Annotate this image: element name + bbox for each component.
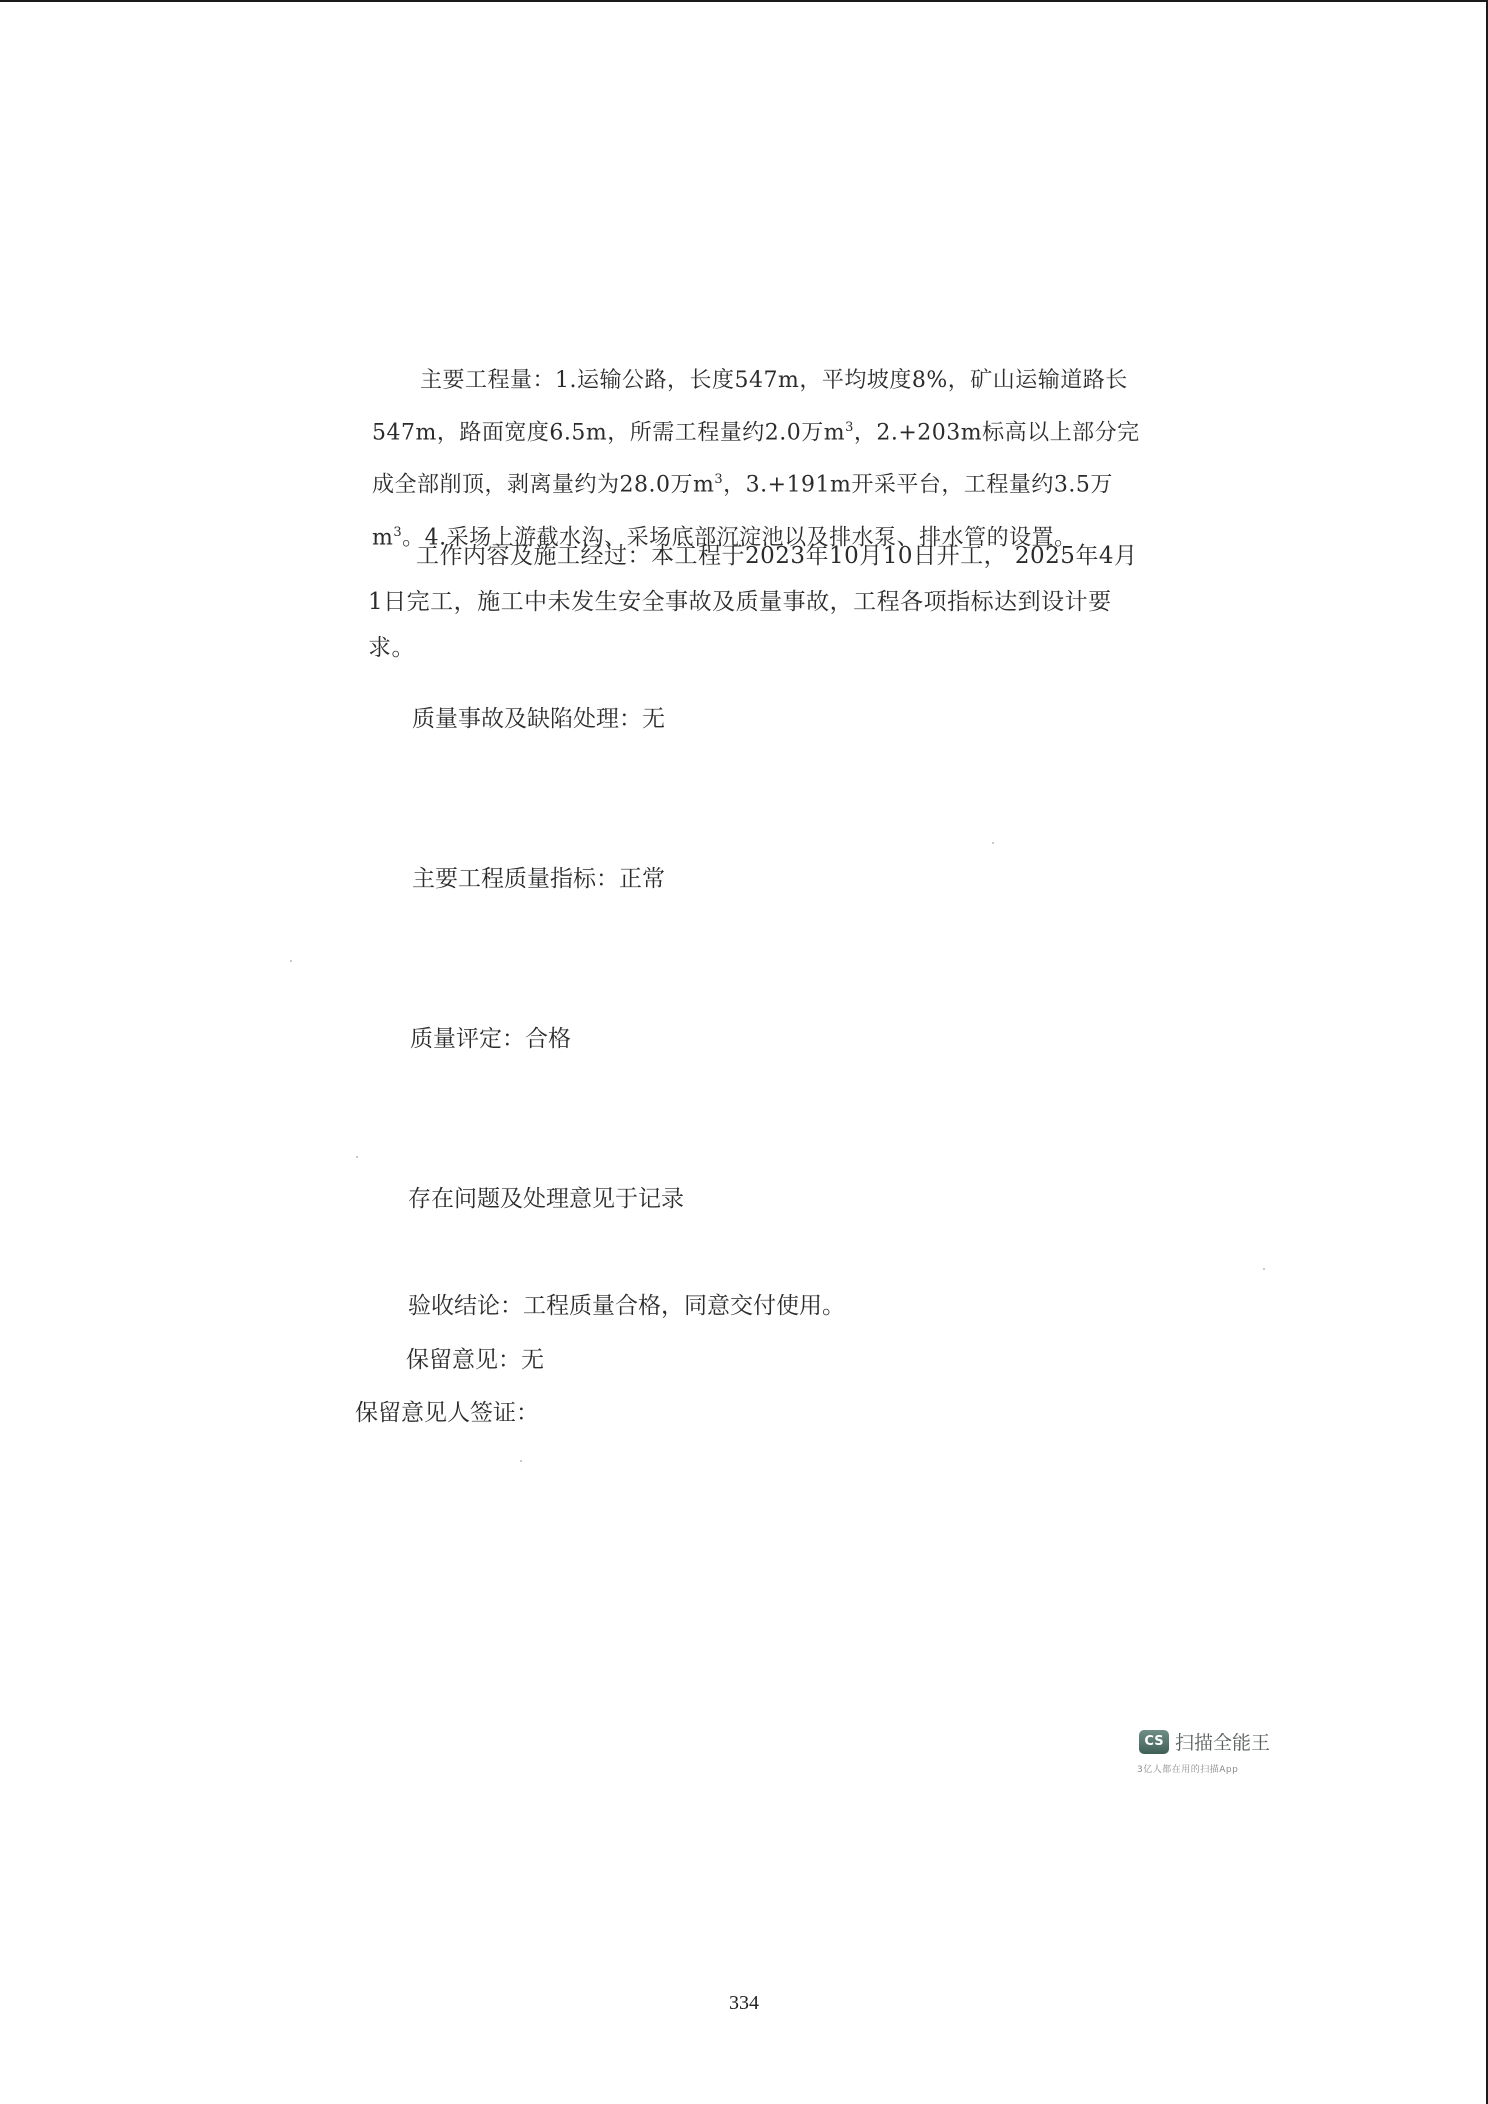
main-quantities-text-b: ，2.+203m标高以上部分完成全部削顶，剥离量约为28.0万m: [372, 420, 1140, 498]
camscanner-logo-icon: CS: [1139, 1730, 1169, 1754]
cubic-superscript: 3: [393, 524, 403, 540]
main-quantities-text-a: 1.运输公路，长度547m，平均坡度8%，矿山运输道路长547m，路面宽度6.5m，所需工程量约2.0万m: [372, 368, 1128, 446]
page-top-border: [0, 0, 1488, 2]
scan-speck: [1263, 1268, 1265, 1270]
cubic-superscript: 3: [845, 420, 854, 435]
quality-index-line: [412, 860, 665, 893]
main-quantities-text-c: ，3.+191m开采平台，工程量约3.5万m: [372, 472, 1113, 550]
watermark-tagline: 3亿人都在用的扫描App: [1137, 1765, 1239, 1775]
problems-line: 存在问题及处理意见于记录: [408, 1186, 684, 1212]
quality-index-label: 主要工程质量指标：: [412, 866, 619, 892]
reservations-label: 保留意见：: [406, 1347, 521, 1373]
reservations-line: [406, 1341, 544, 1374]
defect-handling-label: 质量事故及缺陷处理：: [412, 706, 642, 732]
quality-grade-value: 合格: [525, 1026, 571, 1052]
cubic-superscript: 3: [714, 472, 724, 488]
main-quantities-paragraph: [372, 357, 1148, 561]
conclusion-line: [408, 1287, 845, 1320]
quality-grade-label: 质量评定：: [410, 1026, 525, 1052]
quality-grade-line: [410, 1020, 571, 1053]
defect-handling-line: [412, 700, 665, 733]
conclusion-label: 验收结论：: [408, 1293, 523, 1319]
scan-speck: [290, 960, 292, 962]
main-quantities-text-d: 。4.采场上游截水沟、采场底部沉淀池以及排水泵、排水管的设置。: [402, 524, 1077, 550]
work-content-label: 工作内容及施工经过：: [416, 543, 651, 569]
quality-index-value: 正常: [619, 866, 665, 892]
reservations-value: 无: [521, 1347, 544, 1373]
reservation-signature-line: 保留意见人签证：: [355, 1400, 539, 1426]
scan-speck: [356, 1156, 358, 1158]
defect-handling-value: 无: [642, 706, 665, 732]
scan-speck: [520, 1460, 522, 1462]
page-number: 334: [729, 1992, 759, 2014]
work-content-paragraph: [368, 533, 1148, 671]
scanner-watermark: [1137, 1727, 1277, 1783]
main-quantities-label: 主要工程量：: [420, 368, 556, 393]
scan-speck: [992, 842, 994, 844]
conclusion-value: 工程质量合格，同意交付使用。: [523, 1293, 845, 1319]
work-content-text: 本工程于2023年10月10日开工， 2025年4月1日完工，施工中未发生安全事故及质量事故，工程各项指标达到设计要求。: [368, 543, 1138, 661]
watermark-app-name: 扫描全能王: [1175, 1732, 1271, 1754]
